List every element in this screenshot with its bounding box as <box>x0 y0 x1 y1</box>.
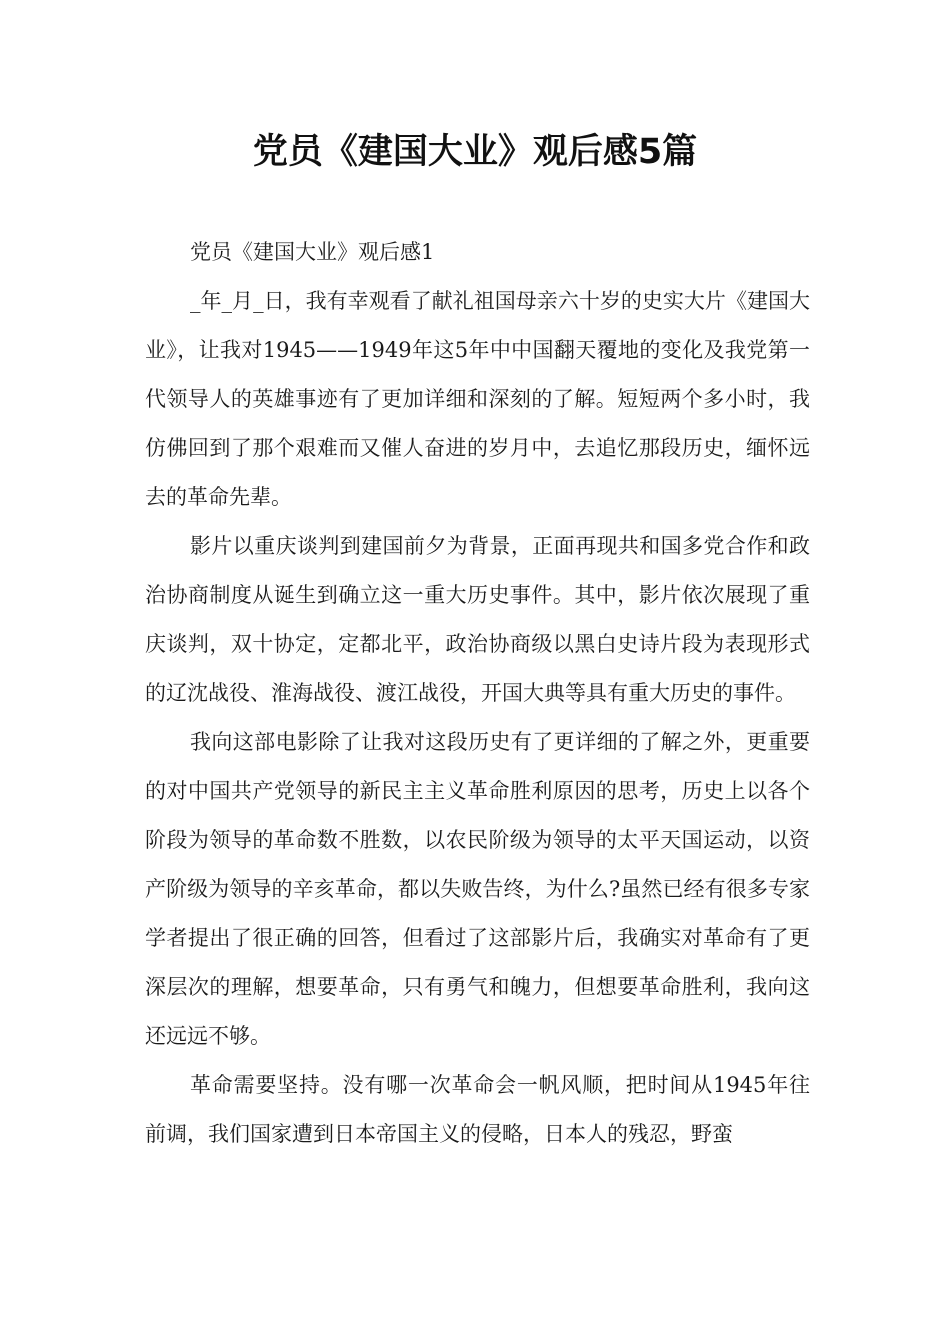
paragraph-3: 我向这部电影除了让我对这段历史有了更详细的了解之外，更重要的对中国共产党领导的新民主主义革命胜利原因的思考，历史上以各个阶段为领导的革命数不胜数，以农民阶级为领导的太平天国运动，以资产阶级为领导的辛亥革命，都以失败告终，为什么?虽然已经有很多专家学者提出了很正确的回答，但看过了这部影片后，我确实对革命有了更深层次的理解，想要革命，只有勇气和魄力，但想要革命胜利，我向这还远远不够。 <box>145 730 810 1048</box>
paragraph-2: 影片以重庆谈判到建国前夕为背景，正面再现共和国多党合作和政治协商制度从诞生到确立这一重大历史事件。其中，影片依次展现了重庆谈判，双十协定，定都北平，政治协商级以黑白史诗片段为表现形式的辽沈战役、淮海战役、渡江战役，开国大典等具有重大历史的事件。 <box>145 534 810 705</box>
paragraph-1: _年_月_日，我有幸观看了献礼祖国母亲六十岁的史实大片《建国大业》，让我对1945——1949年这5年中中国翻天覆地的变化及我党第一代领导人的英雄事迹有了更加详细和深刻的了解。短短两个多小时，我仿佛回到了那个艰难而又催人奋进的岁月中，去追忆那段历史，缅怀远去的革命先辈。 <box>145 289 810 509</box>
document-title: 党员《建国大业》观后感5篇 <box>252 132 698 172</box>
section-heading: 党员《建国大业》观后感1 <box>190 240 435 264</box>
document-body <box>145 228 810 1159</box>
paragraph-4: 革命需要坚持。没有哪一次革命会一帆风顺，把时间从1945年往前调，我们国家遭到日本帝国主义的侵略，日本人的残忍，野蛮 <box>145 1073 810 1146</box>
